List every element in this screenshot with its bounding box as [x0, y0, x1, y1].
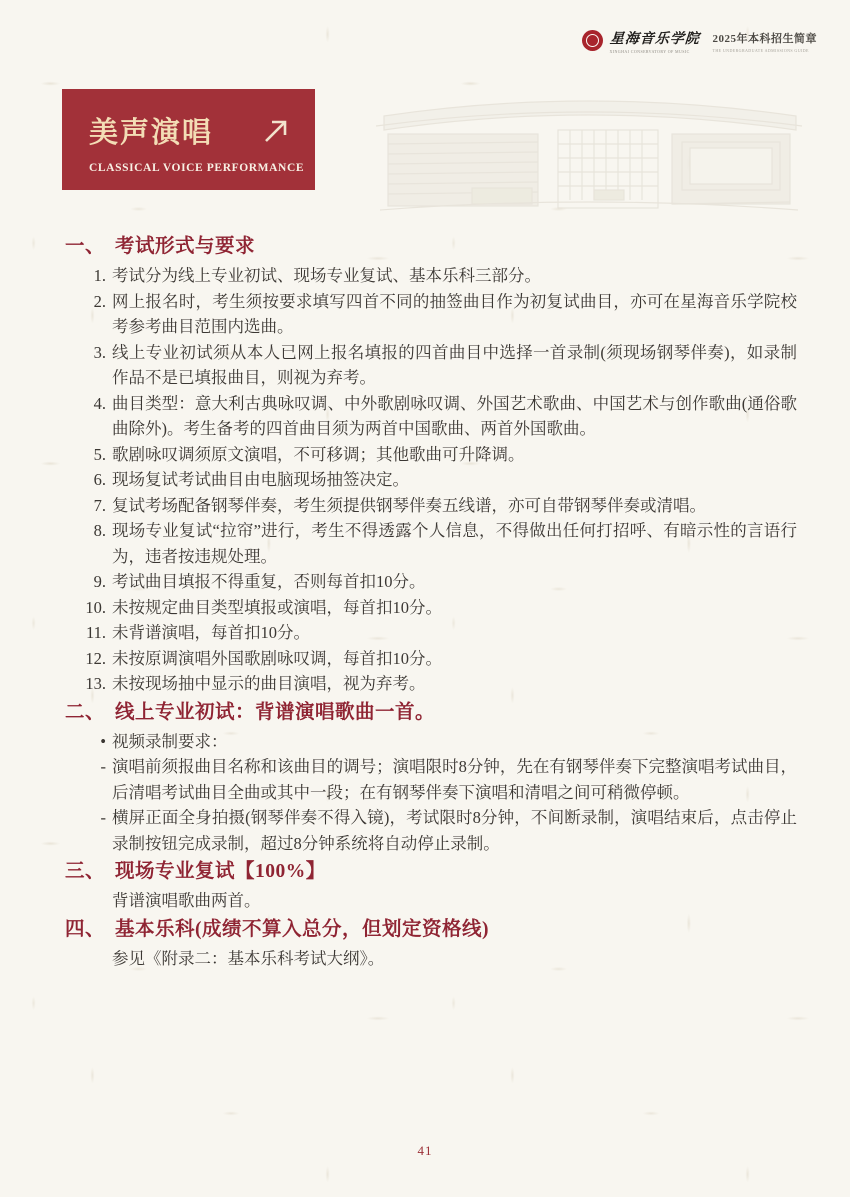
list-item — [65, 467, 797, 493]
section-heading — [65, 233, 797, 261]
list-item — [65, 946, 797, 972]
concert-hall-watermark-icon — [372, 82, 804, 217]
list-item-marker: 10. — [85, 597, 106, 617]
list-item-text: 线上专业初试须从本人已网上报名填报的四首曲目中选择一首录制(须现场钢琴伴奏)，如录制作品不是已填报曲目，则视为弃考。 — [112, 342, 797, 387]
brochure-subtitle-en: THE UNDERGRADUATE ADMISSIONS GUIDE — [712, 48, 809, 53]
list-item — [65, 888, 797, 914]
list-item-text: 未背谱演唱，每首扣10分。 — [112, 623, 310, 642]
list-item — [65, 729, 797, 755]
list-item-marker — [65, 946, 106, 972]
list-item-text: 复试考场配备钢琴伴奏，考生须提供钢琴伴奏五线谱，亦可自带钢琴伴奏或清唱。 — [112, 495, 706, 515]
exam-requirements-content — [65, 231, 797, 971]
list-item-text: 歌剧咏叹调须原文演唱，不可移调；其他歌曲可升降调。 — [112, 444, 525, 464]
section-heading — [65, 699, 797, 727]
list-item-marker: • — [100, 731, 106, 751]
list-item-marker: 7. — [93, 495, 106, 515]
list-item-marker: 9. — [93, 572, 106, 591]
sections-container — [65, 233, 797, 971]
school-seal-icon — [582, 30, 603, 51]
list-item-text: 参见《附录二：基本乐科考试大纲》。 — [112, 948, 385, 968]
section — [65, 916, 797, 972]
page-number: 41 — [417, 1143, 433, 1158]
list-item-marker: 6. — [93, 470, 106, 489]
list-item — [65, 493, 797, 519]
list-item-text: 演唱前须报曲目名称和该曲目的调号；演唱限时8分钟，先在有钢琴伴奏下完整演唱考试曲目，后清唱考试曲目全曲或其中一段；在有钢琴伴奏下演唱和清唱之间可稍微停顿。 — [112, 757, 797, 802]
list-item — [65, 646, 797, 672]
list-item-marker: - — [100, 808, 106, 827]
brochure-title-block — [713, 30, 818, 53]
list-item-marker: 11. — [85, 623, 106, 642]
list-item-text: 曲目类型：意大利古典咏叹调、中外歌剧咏叹调、外国艺术歌曲、中国艺术与创作歌曲(通俗歌曲除外)。考生备考的四首曲目须为两首中国歌曲、两首外国歌曲。 — [112, 393, 797, 438]
section-number: 一、 — [65, 236, 106, 257]
arrow-up-right-icon — [261, 116, 291, 146]
list-item-text: 现场专业复试“拉帘”进行，考生不得透露个人信息，不得做出任何打招呼、有暗示性的言语行为，违者按违规处理。 — [112, 521, 797, 566]
section-items — [65, 729, 797, 857]
section-title: 基本乐科(成绩不算入总分，但划定资格线) — [115, 918, 489, 940]
list-item-marker — [65, 888, 106, 914]
list-item-text: 考试曲目填报不得重复，否则每首扣10分。 — [112, 572, 426, 591]
list-item — [65, 289, 797, 340]
list-item — [65, 620, 797, 646]
list-item — [65, 671, 797, 697]
list-item — [65, 754, 797, 805]
list-item-marker: 3. — [93, 342, 106, 362]
list-item-text: 背谱演唱歌曲两首。 — [112, 891, 261, 910]
section — [65, 233, 797, 697]
section-number: 二、 — [65, 701, 106, 723]
list-item-text: 横屏正面全身拍摄(钢琴伴奏不得入镜)，考试限时8分钟，不间断录制，演唱结束后，点击停止录制按钮完成录制，超过8分钟系统将自动停止录制。 — [112, 808, 797, 853]
page-header — [582, 28, 818, 54]
list-item-marker: 8. — [93, 521, 106, 540]
list-item-marker: 12. — [85, 648, 106, 668]
list-item-marker: 13. — [85, 674, 106, 693]
section-number: 三、 — [65, 861, 106, 882]
school-name: 星海音乐学院 — [608, 32, 700, 47]
list-item — [65, 595, 797, 621]
brochure-title: 2025年本科招生简章 — [712, 33, 817, 45]
list-item-marker: 5. — [93, 444, 106, 464]
section-items — [65, 263, 797, 697]
section-title: 考试形式与要求 — [115, 236, 256, 257]
school-name-block — [610, 28, 700, 54]
section-number: 四、 — [65, 918, 106, 940]
list-item-marker: 4. — [93, 393, 106, 413]
section-heading — [65, 858, 797, 886]
section-items — [65, 946, 797, 972]
seal-inner-ring — [586, 34, 599, 47]
section-title: 现场专业复试【100%】 — [115, 861, 326, 882]
program-title-box — [62, 89, 315, 190]
list-item-text: 现场复试考试曲目由电脑现场抽签决定。 — [112, 470, 409, 489]
list-item-text: 未按规定曲目类型填报或演唱，每首扣10分。 — [112, 597, 442, 617]
program-title-en: CLASSICAL VOICE PERFORMANCE — [89, 162, 305, 174]
list-item-text: 考试分为线上专业初试、现场专业复试、基本乐科三部分。 — [112, 266, 541, 285]
section — [65, 858, 797, 914]
list-item-marker: - — [100, 757, 106, 776]
section-heading — [65, 916, 797, 944]
section-items — [65, 888, 797, 914]
list-item-text: 视频录制要求： — [112, 731, 228, 751]
list-item — [65, 263, 797, 289]
school-name-en: XINGHAI CONSERVATORY OF MUSIC — [609, 49, 690, 54]
list-item-marker: 1. — [93, 266, 106, 285]
section-title: 线上专业初试：背谱演唱歌曲一首。 — [115, 701, 436, 723]
list-item — [65, 442, 797, 468]
list-item-text: 未按现场抽中显示的曲目演唱，视为弃考。 — [112, 674, 426, 693]
list-item — [65, 805, 797, 856]
section — [65, 699, 797, 857]
list-item-marker: 2. — [93, 291, 106, 311]
list-item — [65, 391, 797, 442]
list-item-text: 未按原调演唱外国歌剧咏叹调，每首扣10分。 — [112, 648, 442, 668]
list-item — [65, 569, 797, 595]
list-item — [65, 518, 797, 569]
list-item — [65, 340, 797, 391]
list-item-text: 网上报名时，考生须按要求填写四首不同的抽签曲目作为初复试曲目，亦可在星海音乐学院校考参考曲目范围内选曲。 — [112, 291, 797, 336]
program-title: 美声演唱 — [89, 117, 214, 149]
